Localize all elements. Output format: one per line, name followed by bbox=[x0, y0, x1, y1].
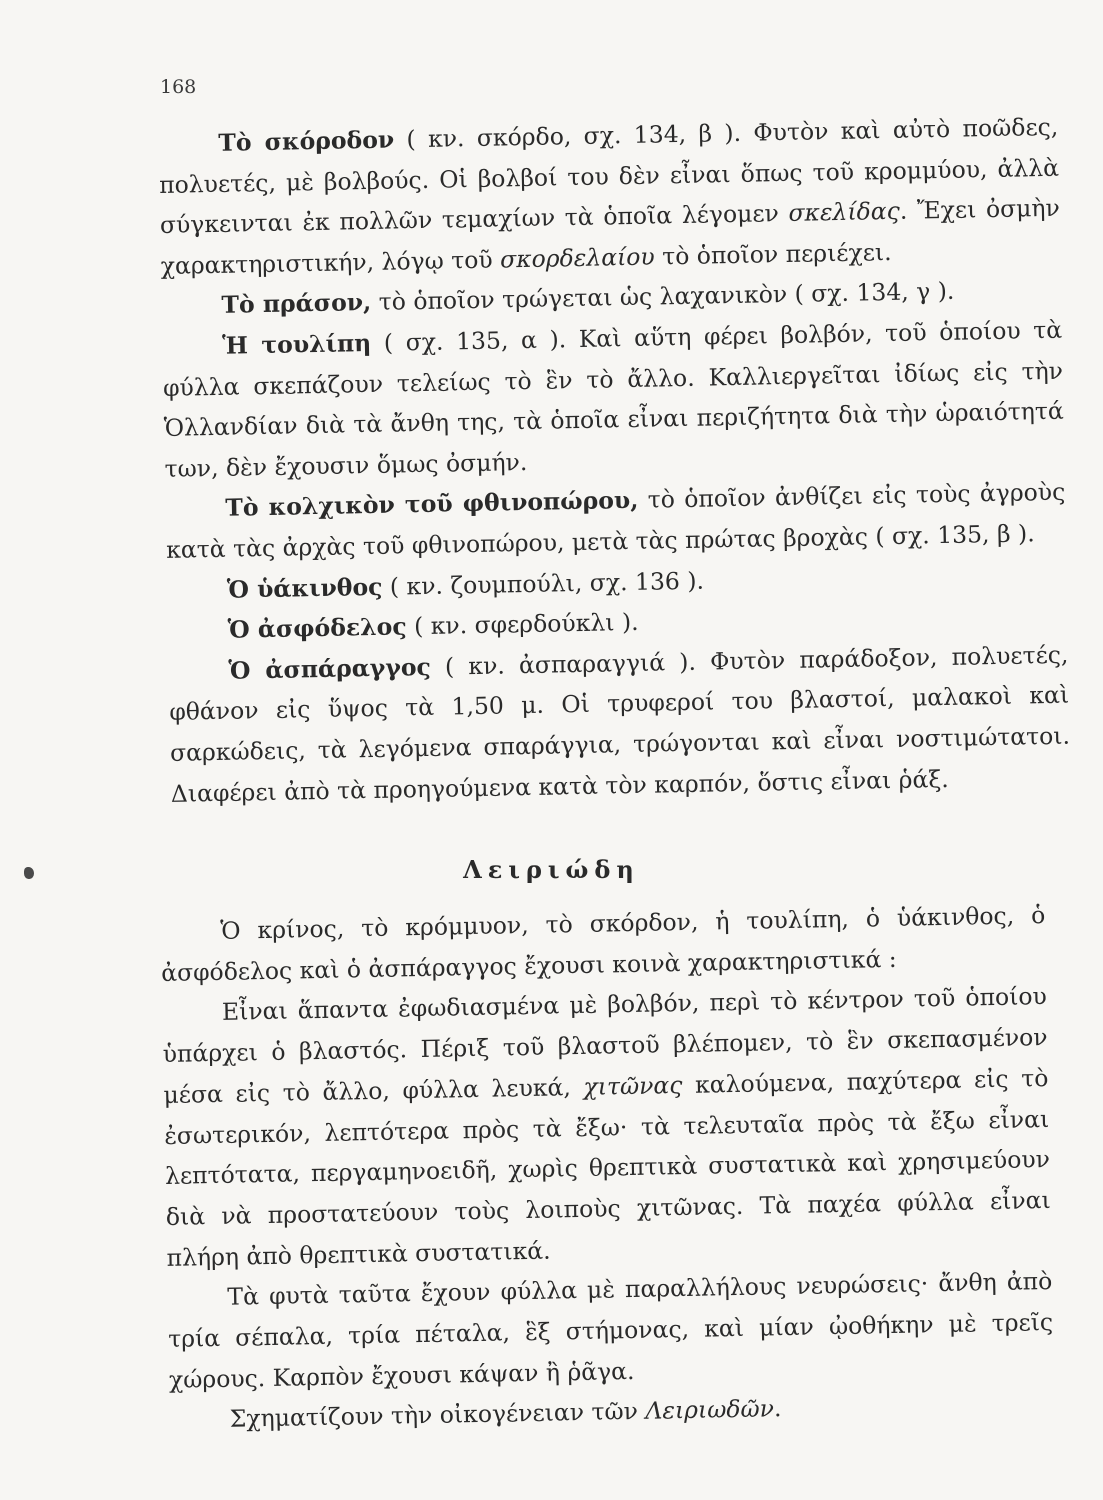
plant-entries bbox=[158, 107, 1071, 814]
entry-text: ( κν. ζουμπούλι, σχ. 136 ). bbox=[382, 566, 705, 601]
section-body bbox=[160, 895, 1055, 1441]
entry-text: ( κν. σκόρδο, σχ. 134, β ). Φυτὸν καὶ αὐτὸ ποῶδες, πολυετές, μὲ βολβούς. Οἱ βολβοί του δὲν εἶναι ὅπως τοῦ κρομμύου, ἀλλὰ σύγκεινται ἐκ πολλῶν τεμαχίων τὰ ὁποῖα λέγομεν bbox=[158, 112, 1060, 240]
entry-garlic bbox=[158, 107, 1061, 287]
paragraph-text: Εἶναι ἅπαντα ἐφωδιασμένα μὲ βολβόν, περὶ τὸ κέντρον τοῦ ὁποίου ὑπάρχει ὁ βλαστός. Πέριξ τοῦ βλαστοῦ βλέπομεν, τὸ ἓν σκεπασμένον μέσα εἰς τὸ ἄλλο, φύλλα λευκά, bbox=[162, 982, 1048, 1109]
paragraph bbox=[167, 1261, 1054, 1400]
page-number: 168 bbox=[160, 76, 197, 98]
entry-term: Ὁ ὑάκινθος bbox=[226, 572, 383, 604]
entry-text: ( κν. ἀσπαραγγιά ). Φυτὸν παράδοξον, πολυετές, φθάνον εἰς ὕψος τὰ 1,50 μ. Οἱ τρυφεροί του βλαστοί, μαλακοὶ καὶ σαρκώδεις, τὰ λεγόμενα σπαράγγια, τρώγονται καὶ εἶναι νοστιμώτατοι. Διαφέρει ἀπὸ τὰ προηγούμενα κατὰ τὸν καρπόν, ὅστις εἶναι ῥάξ. bbox=[169, 640, 1071, 808]
paragraph-text: καλούμενα, παχύτερα εἰς τὸ ἐσωτερικόν, λεπτότερα πρὸς τὰ ἔξω· τὰ τελευταῖα πρὸς τὰ ἔξω εἶναι λεπτότατα, περγαμηνοειδῆ, χωρὶς θρεπτικὰ συστατικὰ καὶ χρησιμεύουν διὰ νὰ προστατεύουν τοὺς λοιποὺς χιτῶνας. Τὰ παχέα φύλλα εἶναι πλήρη ἀπὸ θρεπτικὰ συστατικά. bbox=[164, 1063, 1051, 1272]
entry-term: Ὁ ἀσφόδελος bbox=[227, 612, 407, 644]
entry-term: Ὁ ἀσπάραγγος bbox=[228, 652, 432, 685]
entry-colchicum bbox=[165, 472, 1066, 570]
paragraph-text: . bbox=[773, 1394, 782, 1423]
entry-tulip bbox=[162, 310, 1065, 490]
paragraph bbox=[162, 976, 1052, 1278]
entry-text: ( σχ. 135, α ). Καὶ αὕτη φέρει βολβόν, τοῦ ὁποίου τὰ φύλλα σκεπάζουν τελείως τὸ ἓν τὸ ἄλλο. Καλλιεργεῖται ἰδίως εἰς τὴν Ὁλλανδίαν διὰ τὰ ἄνθη της, τὰ ὁποῖα εἶναι περιζήτητα διὰ τὴν ὡραιότητά των, δὲν ἔχουσιν ὅμως ὀσμήν. bbox=[162, 315, 1064, 483]
paragraph-text: Ὁ κρίνος, τὸ κρόμμυον, τὸ σκόρδον, ἡ τουλίπη, ὁ ὑάκινθος, ὁ ἀσφόδελος καὶ ὁ ἀσπάραγγος ἔχουσι κοινὰ χαρακτηριστικά : bbox=[160, 901, 1046, 987]
entry-term: Ἡ τουλίπη bbox=[222, 328, 372, 360]
italic-term: σκελίδας bbox=[788, 196, 901, 228]
italic-term: σκορδελαίου bbox=[499, 242, 655, 274]
italic-term: χιτῶνας bbox=[583, 1070, 683, 1101]
entry-term: Τὸ πράσον, bbox=[221, 288, 372, 320]
entry-term: Τὸ σκόροδον bbox=[218, 125, 395, 157]
entry-text: τὸ ὁποῖον περιέχει. bbox=[654, 237, 892, 271]
entry-text: τὸ ὁποῖον ἀνθίζει εἰς τοὺς ἀγροὺς κατὰ τὰς ἀρχὰς τοῦ φθινοπώρου, μετὰ τὰς πρώτας βροχὰς ( σχ. 135, β ). bbox=[165, 477, 1066, 564]
entry-asparagus bbox=[168, 634, 1071, 814]
section-title: Λειριώδη bbox=[463, 855, 640, 884]
entry-text: ( κν. σφερδούκλι ). bbox=[406, 607, 639, 641]
paragraph-text: Σχηματίζουν τὴν οἰκογένειαν τῶν bbox=[229, 1397, 646, 1434]
paragraph-text: Τὰ φυτὰ ταῦτα ἔχουν φύλλα μὲ παραλλήλους νευρώσεις· ἄνθη ἀπὸ τρία σέπαλα, τρία πέταλα, ἓξ στήμονας, καὶ μίαν ᾠοθήκην μὲ τρεῖς χώρους. Καρπὸν ἔχουσι κάψαν ἢ ῥᾶγα. bbox=[167, 1267, 1054, 1394]
entry-term: Τὸ κολχικὸν τοῦ φθινοπώρου, bbox=[225, 486, 639, 523]
entry-text: τὸ ὁποῖον τρώγεται ὡς λαχανικὸν ( σχ. 134, γ ). bbox=[370, 277, 955, 317]
italic-term: Λειριωδῶν bbox=[645, 1394, 775, 1426]
entry-text: . Ἔχει ὀσμὴν χαρακτηριστικήν, λόγῳ τοῦ bbox=[160, 193, 1061, 280]
